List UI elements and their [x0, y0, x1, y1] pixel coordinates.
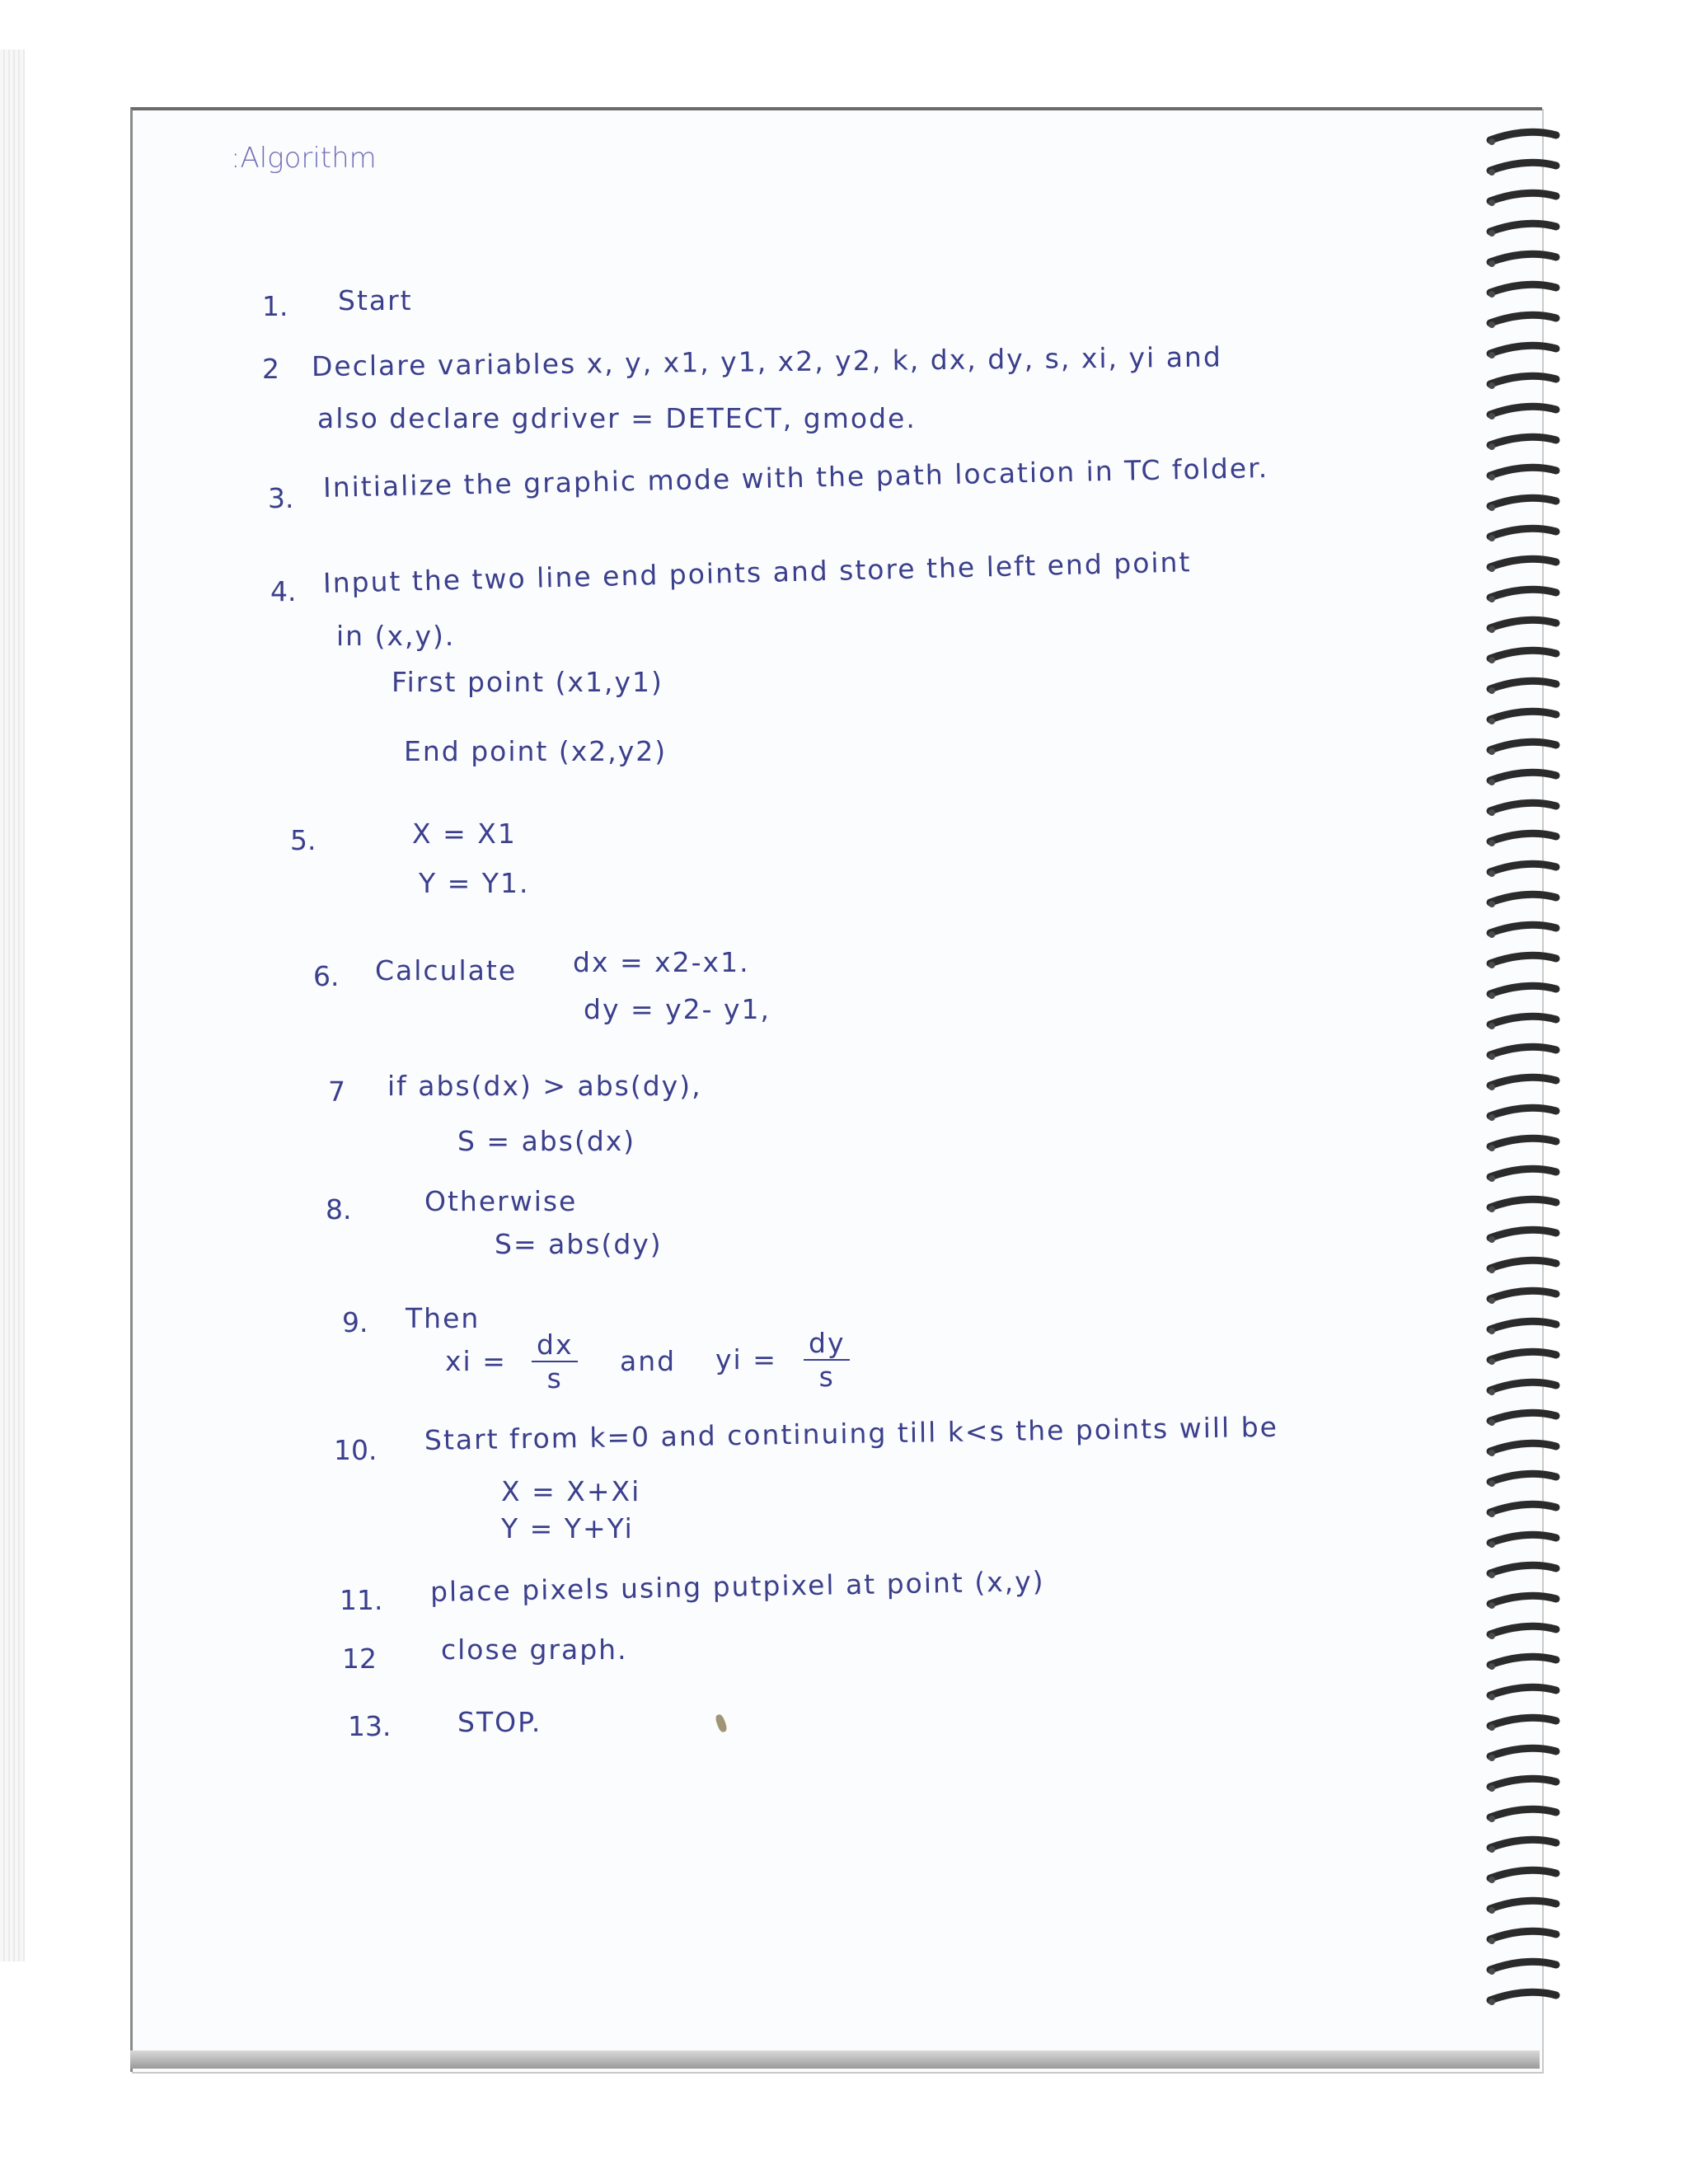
binding-hole — [1489, 1358, 1495, 1365]
step-2-number: 2 — [262, 353, 279, 385]
step-9-yi-prefix: yi = — [715, 1343, 777, 1376]
binding-hole — [1489, 1297, 1495, 1304]
step-7-number: 7 — [328, 1076, 345, 1108]
spiral-coil — [1490, 955, 1556, 963]
step-9-and: and — [620, 1345, 677, 1377]
step-13-number: 13. — [348, 1710, 392, 1742]
spiral-coil — [1490, 1443, 1556, 1451]
step-1-number: 1. — [262, 290, 288, 322]
binding-hole — [1489, 413, 1495, 419]
binding-hole — [1489, 1084, 1495, 1090]
binding-hole — [1489, 809, 1495, 816]
spiral-coil — [1490, 1321, 1556, 1329]
step-8-number: 8. — [326, 1193, 352, 1226]
binding-hole — [1489, 1541, 1495, 1548]
step-7-line-2: S = abs(dx) — [457, 1125, 636, 1157]
binding-hole — [1489, 840, 1495, 846]
spiral-coil — [1490, 1809, 1556, 1817]
binding-hole — [1489, 1755, 1495, 1761]
spiral-binding-graphic — [1484, 124, 1566, 2036]
binding-hole — [1489, 321, 1495, 328]
spiral-coil — [1490, 498, 1556, 506]
binding-hole — [1489, 230, 1495, 237]
binding-hole — [1489, 169, 1495, 176]
spiral-coil — [1490, 1840, 1556, 1848]
spiral-coil — [1490, 925, 1556, 933]
step-9-yi-fraction — [804, 1327, 850, 1393]
step-2-line-1: Declare variables x, y, x1, y1, x2, y2, k, dx, dy, s, xi, yi and — [311, 340, 1223, 382]
spiral-coil — [1490, 1718, 1556, 1726]
spiral-coil — [1490, 1961, 1556, 1970]
binding-hole — [1489, 1450, 1495, 1456]
binding-hole — [1489, 1694, 1495, 1700]
step-1-text: Start — [338, 284, 413, 316]
binding-hole — [1489, 199, 1495, 206]
step-7-line-1: if abs(dx) > abs(dy), — [387, 1070, 702, 1102]
spiral-coil — [1490, 559, 1556, 567]
spiral-coil — [1490, 772, 1556, 780]
binding-hole — [1489, 1023, 1495, 1029]
binding-hole — [1489, 352, 1495, 359]
binding-hole — [1489, 504, 1495, 511]
spiral-coil — [1490, 986, 1556, 994]
binding-hole — [1489, 1938, 1495, 1944]
step-9-xi-fraction — [532, 1329, 578, 1394]
step-9-line-1: Then — [406, 1302, 481, 1334]
spiral-coil — [1490, 1565, 1556, 1573]
step-5-line-1: X = X1 — [412, 818, 517, 850]
binding-hole — [1489, 962, 1495, 968]
binding-hole — [1489, 1175, 1495, 1182]
spiral-coil — [1490, 1657, 1556, 1665]
binding-hole — [1489, 1236, 1495, 1243]
spiral-coil — [1490, 223, 1556, 232]
step-4-end-point: End point (x2,y2) — [404, 735, 668, 767]
binding-hole — [1489, 1785, 1495, 1792]
binding-hole — [1489, 1602, 1495, 1609]
step-10-line-2: X = X+Xi — [501, 1475, 641, 1507]
yi-numerator: dy — [804, 1327, 850, 1361]
binding-hole — [1489, 1480, 1495, 1487]
binding-hole — [1489, 565, 1495, 572]
spiral-coil — [1490, 1687, 1556, 1695]
binding-hole — [1489, 474, 1495, 480]
page-stack-edges — [0, 49, 25, 1961]
yi-denominator: s — [818, 1361, 835, 1393]
spiral-coil — [1490, 681, 1556, 689]
step-11-number: 11. — [340, 1584, 383, 1616]
spiral-coil — [1490, 1230, 1556, 1238]
binding-hole — [1489, 687, 1495, 694]
binding-hole — [1489, 138, 1495, 145]
step-12-number: 12 — [342, 1643, 377, 1675]
spiral-coil — [1490, 1382, 1556, 1390]
spiral-coil — [1490, 467, 1556, 476]
binding-hole — [1489, 1145, 1495, 1151]
spiral-coil — [1490, 1626, 1556, 1634]
step-10-line-1: Start from k=0 and continuing till k<s the points will be — [424, 1410, 1279, 1456]
step-3-number: 3. — [268, 482, 294, 514]
spiral-coil — [1490, 1291, 1556, 1299]
binding-hole — [1489, 748, 1495, 755]
spiral-coil — [1490, 833, 1556, 841]
binding-hole — [1489, 1511, 1495, 1517]
spiral-coil — [1490, 803, 1556, 811]
binding-hole — [1489, 931, 1495, 938]
binding-hole — [1489, 1633, 1495, 1639]
step-8-line-2: S= abs(dy) — [495, 1228, 663, 1260]
step-4-first-point: First point (x1,y1) — [392, 666, 663, 698]
step-4-number: 4. — [270, 575, 297, 607]
step-5-number: 5. — [290, 824, 316, 856]
step-6-line-2: dy = y2- y1, — [584, 993, 771, 1025]
spiral-coil — [1490, 284, 1556, 293]
spiral-coil — [1490, 1352, 1556, 1360]
spiral-coil — [1490, 1047, 1556, 1055]
spiral-binding — [1484, 124, 1566, 2036]
spiral-coil — [1490, 406, 1556, 415]
spiral-coil — [1490, 1870, 1556, 1878]
spiral-coil — [1490, 1596, 1556, 1604]
binding-hole — [1489, 1846, 1495, 1853]
binding-hole — [1489, 1724, 1495, 1731]
xi-numerator: dx — [532, 1329, 578, 1362]
spiral-coil — [1490, 1779, 1556, 1787]
spiral-coil — [1490, 254, 1556, 262]
binding-hole — [1489, 1389, 1495, 1395]
spiral-coil — [1490, 589, 1556, 598]
binding-hole — [1489, 1419, 1495, 1426]
spiral-coil — [1490, 1260, 1556, 1268]
binding-hole — [1489, 870, 1495, 877]
spiral-coil — [1490, 620, 1556, 628]
spiral-coil — [1490, 1748, 1556, 1756]
spiral-coil — [1490, 162, 1556, 171]
step-4-line-1: Input the two line end points and store the left end point — [322, 546, 1192, 599]
step-8-line-1: Otherwise — [424, 1185, 578, 1217]
binding-hole — [1489, 1999, 1495, 2005]
spiral-coil — [1490, 1992, 1556, 2000]
spiral-coil — [1490, 1016, 1556, 1024]
spiral-coil — [1490, 650, 1556, 658]
spiral-coil — [1490, 1108, 1556, 1116]
binding-hole — [1489, 901, 1495, 907]
binding-hole — [1489, 1877, 1495, 1883]
spiral-coil — [1490, 345, 1556, 354]
step-2-line-2: also declare gdriver = DETECT, gmode. — [317, 402, 917, 434]
step-6-line-1: dx = x2-x1. — [573, 946, 750, 978]
spiral-coil — [1490, 742, 1556, 750]
binding-hole — [1489, 535, 1495, 541]
spiral-coil — [1490, 376, 1556, 384]
spiral-coil — [1490, 1413, 1556, 1421]
binding-hole — [1489, 1328, 1495, 1334]
binding-hole — [1489, 1907, 1495, 1914]
binding-hole — [1489, 626, 1495, 633]
binding-hole — [1489, 1816, 1495, 1822]
spiral-coil — [1490, 711, 1556, 719]
spiral-coil — [1490, 1900, 1556, 1909]
spiral-coil — [1490, 437, 1556, 445]
step-10-line-3: Y = Y+Yi — [501, 1512, 634, 1544]
spiral-coil — [1490, 528, 1556, 537]
step-5-line-2: Y = Y1. — [419, 867, 530, 899]
binding-hole — [1489, 382, 1495, 389]
spiral-coil — [1490, 1138, 1556, 1146]
binding-hole — [1489, 1114, 1495, 1121]
spiral-coil — [1490, 1169, 1556, 1177]
step-13-text: STOP. — [457, 1706, 542, 1738]
step-11-text: place pixels using putpixel at point (x,y) — [429, 1564, 1045, 1608]
spiral-coil — [1490, 864, 1556, 872]
binding-hole — [1489, 1053, 1495, 1060]
spiral-coil — [1490, 132, 1556, 140]
spiral-coil — [1490, 894, 1556, 902]
binding-hole — [1489, 657, 1495, 663]
binding-hole — [1489, 443, 1495, 450]
binding-hole — [1489, 596, 1495, 602]
spiral-coil — [1490, 1535, 1556, 1543]
step-10-number: 10. — [334, 1434, 377, 1466]
binding-hole — [1489, 1206, 1495, 1212]
step-6-number: 6. — [313, 960, 340, 992]
binding-hole — [1489, 1572, 1495, 1578]
binding-hole — [1489, 1267, 1495, 1273]
spiral-coil — [1490, 1474, 1556, 1482]
spiral-coil — [1490, 193, 1556, 201]
step-3-text: Initialize the graphic mode with the path location in TC folder. — [322, 451, 1269, 504]
spiral-coil — [1490, 1504, 1556, 1512]
spiral-coil — [1490, 1931, 1556, 1939]
binding-hole — [1489, 260, 1495, 267]
binding-hole — [1489, 992, 1495, 999]
xi-denominator: s — [546, 1362, 563, 1394]
step-12-text: close graph. — [441, 1633, 628, 1666]
binding-hole — [1489, 1968, 1495, 1975]
spiral-coil — [1490, 1077, 1556, 1085]
binding-hole — [1489, 779, 1495, 785]
step-4-line-2: in (x,y). — [336, 620, 456, 652]
step-9-xi-prefix: xi = — [445, 1345, 507, 1377]
page-heading: :Algorithm — [231, 142, 377, 175]
spiral-coil — [1490, 1199, 1556, 1207]
spiral-coil — [1490, 315, 1556, 323]
binding-hole — [1489, 1663, 1495, 1670]
binding-hole — [1489, 718, 1495, 724]
binding-hole — [1489, 291, 1495, 298]
step-9-number: 9. — [342, 1306, 368, 1338]
page-bottom-edge — [130, 2050, 1540, 2069]
step-6-label: Calculate — [375, 954, 518, 987]
